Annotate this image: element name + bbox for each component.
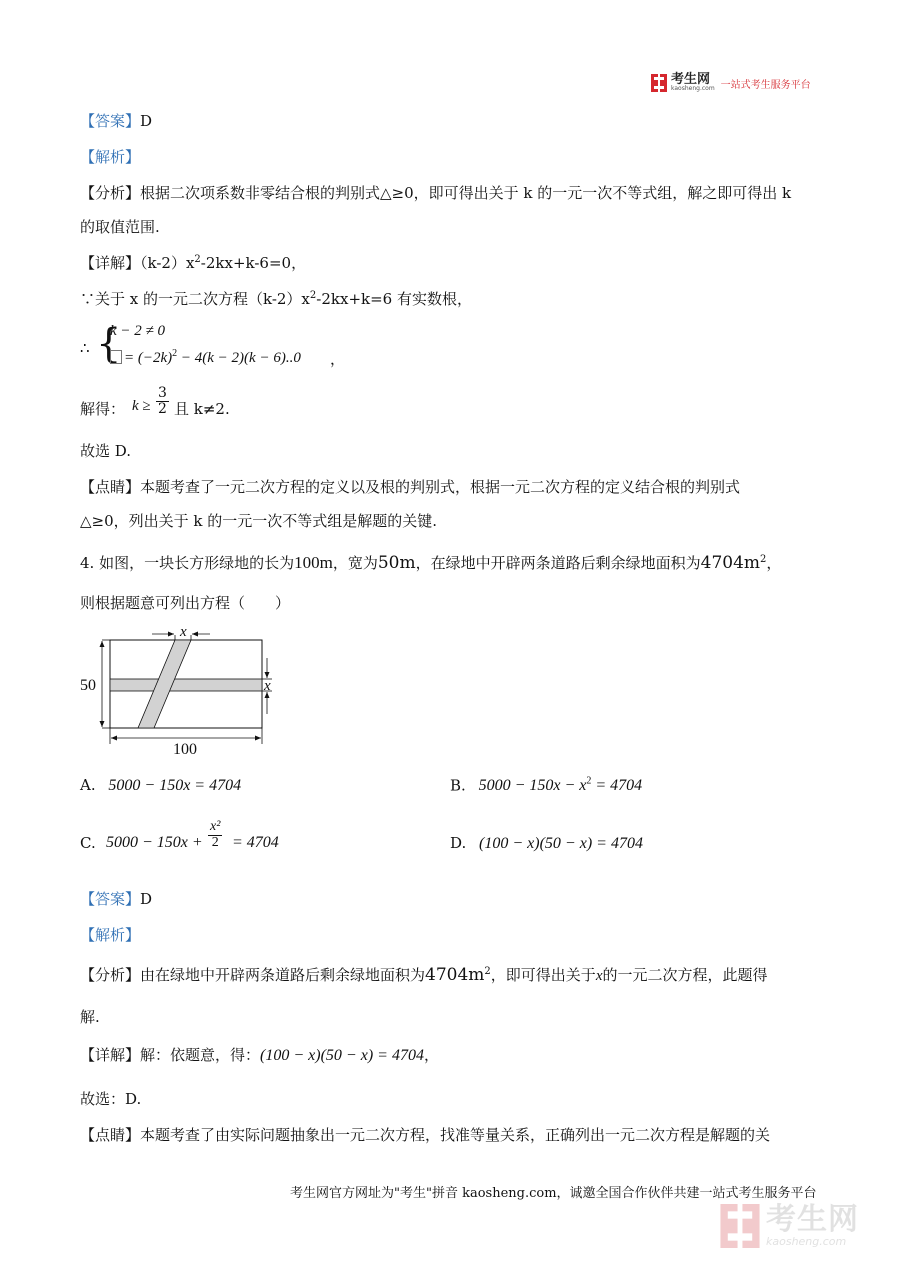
label-x-right: x — [264, 678, 271, 694]
comment-tag: 【点睛】 — [80, 478, 141, 496]
footer-watermark — [720, 1201, 859, 1248]
therefore-sign: ∴ — [80, 339, 90, 357]
q3-fenxi-line2: 的取值范围. — [80, 218, 160, 236]
option-d: D. (100 − x)(50 − x) = 4704 — [450, 834, 643, 852]
q4-comment-line1: 【点睛】本题考查了由实际问题抽象出一元二次方程，找准等量关系，正确列出一元二次方程是解题的关 — [80, 1126, 771, 1144]
system-line-2: = $(-2k)^2 - 4(k - 2)(k - 6)..0$ — [124, 348, 301, 366]
q3-detail-line: 【详解】$(k-2)x^2-2kx+k-6=0$， — [80, 254, 307, 272]
q3-answer-line — [80, 110, 152, 131]
q3-comment-line2: △≥0，列出关于 k 的一元一次不等式组是解题的关键. — [80, 512, 438, 530]
q4-fenxi-line2: 解. — [80, 1008, 100, 1026]
label-x-top: x — [180, 624, 187, 640]
fraction-x2-over-2: $\frac{\text{x²}}{2}$ — [210, 819, 221, 850]
fraction-three-halves: $\frac{3}{2}$ — [158, 385, 167, 417]
q4-stem-line1: 4. 如图，一块长方形绿地的长为100m，宽为50m，在绿地中开辟两条道路后剩余绿地面积为$4704m^2$， — [80, 553, 782, 573]
q4-detail-line: 【详解】解：依题意，得：(100 − x)(50 − x) = 4704， — [80, 1046, 439, 1064]
q3-because-line: ∵关于 x 的一元二次方程$(k-2)x^2-2kx+k=6$ 有实数根， — [80, 290, 472, 308]
watermark-site: kaosheng.com — [766, 1234, 847, 1248]
watermark-text: 考生网 — [766, 1201, 859, 1237]
brand-logo-icon — [651, 74, 667, 92]
option-b: B. $5000 - 150x - x^2 = 4704$ — [450, 776, 643, 795]
label-width: 100 — [173, 741, 197, 758]
brand-name: 考生网 — [671, 72, 711, 87]
system-line-1: k − 2 ≠ 0 — [110, 323, 166, 339]
q4-choose: 故选：D. — [80, 1090, 142, 1108]
answer-tag: 【答案】 — [80, 112, 141, 130]
option-a: A. 5000 − 150x = 4704 — [80, 776, 242, 794]
q4-figure — [80, 622, 290, 762]
brand-site: kaosheng.com — [671, 85, 715, 92]
q4-answer-line: 【答案】D — [80, 890, 153, 908]
label-height: 50 — [80, 677, 96, 694]
footer-text: 考生网官方网址为"考生"拼音 kaosheng.com，诚邀全国合作伙伴共建一站式考生服务平台 — [290, 1186, 817, 1201]
placeholder-box — [110, 350, 122, 364]
fenxi-text: 根据二次项系数非零结合根的判别式△≥0，即可得出关于 k 的一元一次不等式组，解之即可得出 k — [140, 184, 792, 202]
q4-fenxi-line1: 【分析】由在绿地中开辟两条道路后剩余绿地面积为$4704m^2$，即可得出关于x的一元二次方程，此题得 — [80, 965, 768, 985]
answer-value: D — [140, 112, 153, 130]
fenxi-tag: 【分析】 — [80, 184, 141, 202]
left-brace: { — [96, 321, 122, 367]
q3-choose: 故选 D. — [80, 442, 132, 460]
horizontal-road — [110, 679, 262, 691]
watermark-logo-icon — [720, 1204, 760, 1248]
brand-slogan: 一站式考生服务平台 — [720, 79, 811, 91]
q3-comment-line1: 【点睛】本题考查了一元二次方程的定义以及根的判别式，根据一元二次方程的定义结合根的判别式 — [80, 478, 741, 496]
q3-fenxi-line1 — [80, 182, 791, 203]
analysis-tag: 【解析】 — [80, 148, 141, 166]
q4-analysis-tag: 【解析】 — [80, 926, 141, 944]
q4-stem-line2: 则根据题意可列出方程（ ） — [80, 594, 291, 612]
detail-tag: 【详解】 — [80, 254, 141, 272]
header-brand — [651, 72, 811, 94]
